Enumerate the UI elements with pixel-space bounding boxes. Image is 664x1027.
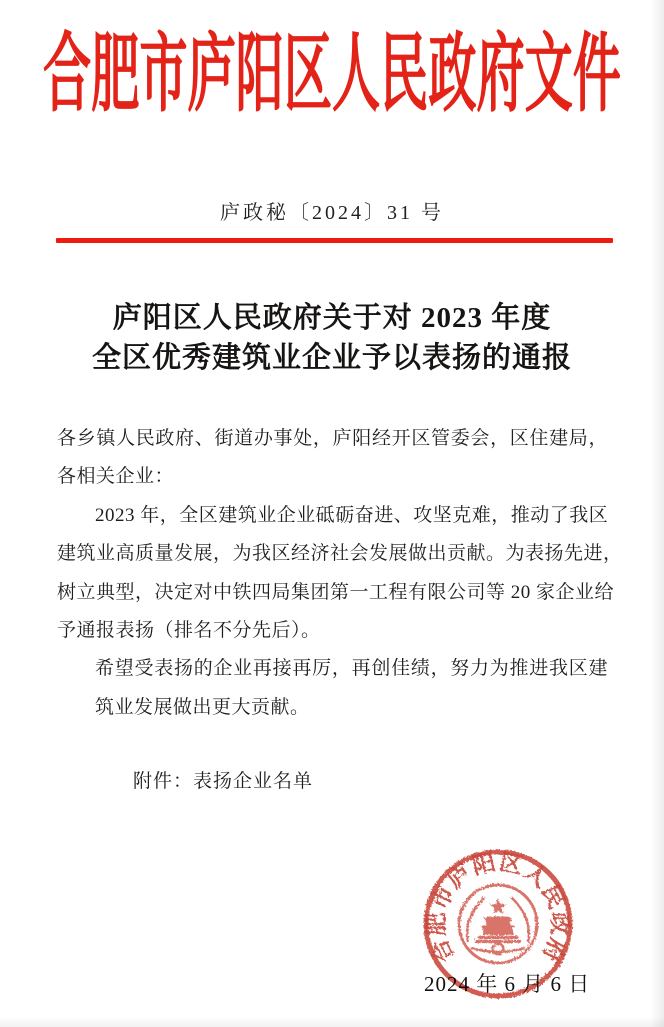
national-emblem-icon — [459, 885, 537, 963]
body-line-para1-2: 建筑业高质量发展，为我区经济社会发展做出贡献。为表扬先进， — [57, 543, 623, 565]
scan-shadow-bottom — [0, 1017, 664, 1027]
star-icon — [489, 898, 506, 914]
body-line-salutation-2: 各相关企业： — [57, 466, 175, 488]
body-line-para2-2: 筑业发展做出更大贡献。 — [95, 696, 310, 718]
body-line-para1-4: 予通报表扬（排名不分先后）。 — [57, 620, 321, 642]
red-separator-rule — [56, 238, 613, 243]
body-line-para2-1: 希望受表扬的企业再接再厉，再创佳绩，努力为推进我区建 — [95, 658, 608, 680]
attachment-note: 附件：表扬企业名单 — [133, 771, 314, 792]
document-title-line1: 庐阳区人民政府关于对 2023 年度 — [112, 302, 552, 334]
letterhead-title: 合肥市庐阳区人民政府文件 — [43, 26, 621, 122]
official-seal — [418, 844, 578, 1004]
document-body — [57, 420, 623, 727]
body-line-para1-1: 2023 年，全区建筑业企业砥砺奋进、攻坚克难，推动了我区 — [95, 504, 609, 526]
issue-date: 2024 年 6 月 6 日 — [424, 972, 591, 996]
body-line-para1-3: 树立典型，决定对中铁四局集团第一工程有限公司等 20 家企业给 — [57, 581, 615, 603]
document-number: 庐政秘〔2024〕31 号 — [220, 202, 444, 224]
document-title-line2: 全区优秀建筑业企业予以表扬的通报 — [91, 342, 572, 374]
body-line-salutation-1: 各乡镇人民政府、街道办事处，庐阳经开区管委会，区住建局， — [57, 428, 608, 449]
document-title — [0, 298, 664, 378]
seal-text: 合肥市庐阳区人民政府 — [423, 849, 573, 967]
scan-shadow-right — [650, 0, 664, 1027]
